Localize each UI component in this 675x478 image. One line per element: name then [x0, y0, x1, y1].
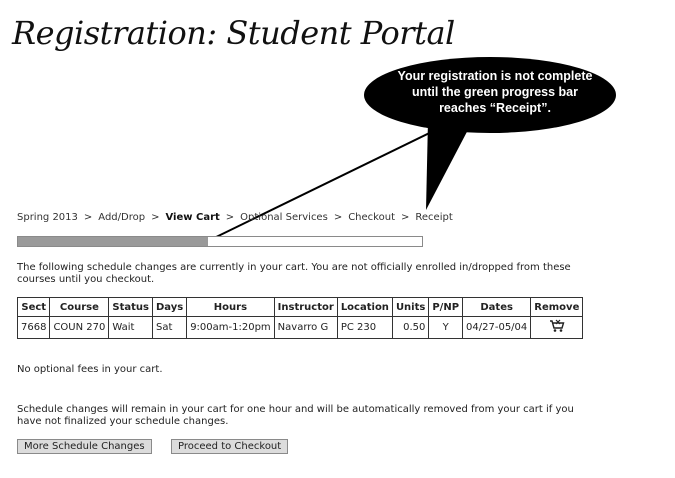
breadcrumb-separator: > [401, 212, 410, 223]
column-header-sect: Sect [18, 298, 50, 317]
breadcrumb-item-view-cart: View Cart [165, 212, 220, 223]
column-header-pnp: P/NP [429, 298, 463, 317]
breadcrumb-item-term[interactable]: Spring 2013 [17, 212, 78, 223]
schedule-note: Schedule changes will remain in your cart for one hour and will be automatically removed from your cart if you have not finalized your schedule changes. [17, 404, 574, 427]
column-header-units: Units [392, 298, 428, 317]
breadcrumb-item-optional-services[interactable]: Optional Services [240, 212, 328, 223]
optional-fees-text: No optional fees in your cart. [17, 364, 163, 375]
breadcrumb [17, 212, 453, 223]
column-header-location: Location [337, 298, 392, 317]
column-header-dates: Dates [463, 298, 531, 317]
cell-sect: 7668 [18, 317, 50, 339]
cell-location: PC 230 [337, 317, 392, 339]
breadcrumb-separator: > [333, 212, 343, 223]
progress-bar-fill [18, 237, 208, 246]
cell-course: COUN 270 [50, 317, 109, 339]
callout-line: reaches “Receipt”. [439, 101, 551, 115]
callout-line: until the green progress bar [411, 85, 578, 99]
cell-dates: 04/27-05/04 [463, 317, 531, 339]
table-header-row [18, 298, 583, 317]
callout-pointer [426, 120, 470, 210]
callout-line: Your registration is not complete [397, 69, 593, 83]
cell-units: 0.50 [392, 317, 428, 339]
callout-text [380, 68, 610, 116]
breadcrumb-item-add-drop[interactable]: Add/Drop [98, 212, 146, 223]
column-header-days: Days [152, 298, 186, 317]
remove-cart-icon[interactable] [549, 319, 565, 336]
cell-days: Sat [152, 317, 186, 339]
cell-pnp: Y [429, 317, 463, 339]
column-header-hours: Hours [187, 298, 274, 317]
cell-hours: 9:00am-1:20pm [187, 317, 274, 339]
cart-notice: The following schedule changes are currently in your cart. You are not officially enrolled in/dropped from these courses until you checkout. [17, 262, 571, 285]
breadcrumb-item-checkout[interactable]: Checkout [348, 212, 395, 223]
breadcrumb-separator: > [225, 212, 235, 223]
breadcrumb-separator: > [151, 212, 160, 223]
column-header-instructor: Instructor [274, 298, 337, 317]
breadcrumb-item-receipt[interactable]: Receipt [415, 212, 453, 223]
column-header-remove: Remove [531, 298, 583, 317]
table-row [18, 317, 583, 339]
cell-remove [531, 317, 583, 339]
cart-table [17, 297, 583, 339]
progress-bar [17, 236, 423, 247]
proceed-to-checkout-button[interactable]: Proceed to Checkout [171, 439, 288, 454]
cell-status: Wait [109, 317, 153, 339]
cell-instructor: Navarro G [274, 317, 337, 339]
column-header-status: Status [109, 298, 153, 317]
page-title: Registration: Student Portal [12, 14, 455, 52]
more-schedule-changes-button[interactable]: More Schedule Changes [17, 439, 152, 454]
breadcrumb-separator: > [83, 212, 93, 223]
column-header-course: Course [50, 298, 109, 317]
